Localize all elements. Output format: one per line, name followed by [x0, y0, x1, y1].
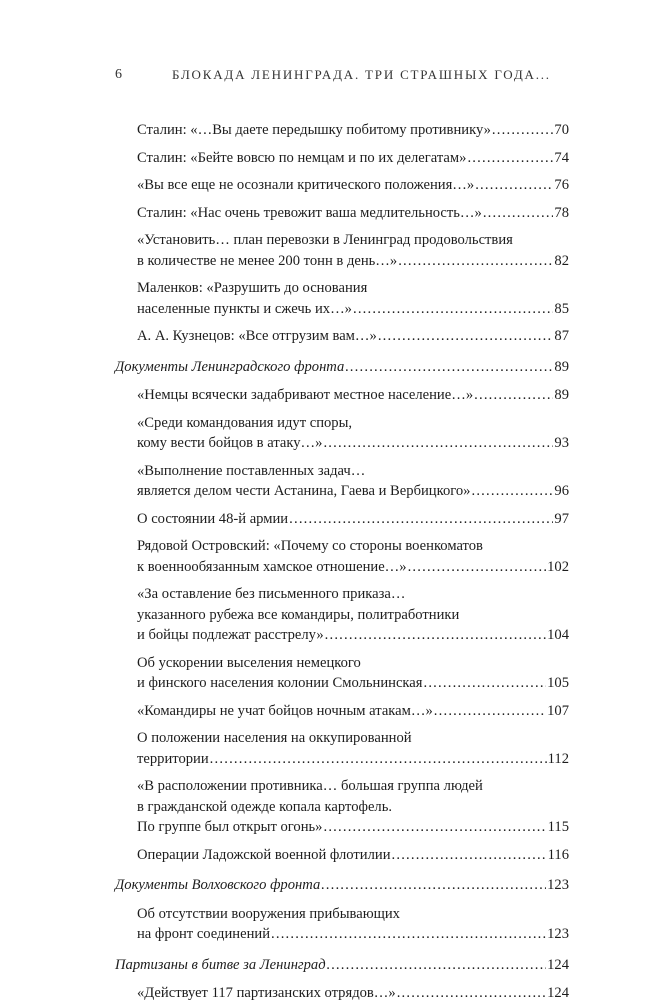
- toc-entry: [137, 278, 569, 319]
- toc-entry-text: «Командиры не учат бойцов ночным атакам…»: [137, 702, 433, 719]
- toc-entry: [137, 385, 569, 406]
- toc-line: [137, 326, 569, 347]
- toc-line: [137, 385, 569, 406]
- toc-page-number: 104: [547, 627, 569, 643]
- toc-line: [137, 120, 569, 141]
- toc-page-number: 96: [554, 483, 569, 499]
- toc-entry: [137, 536, 569, 577]
- toc-entry-text: Документы Волховского фронта: [115, 877, 321, 893]
- toc-entry-text: «Среди командования идут споры,: [137, 414, 353, 431]
- toc-line: [137, 413, 569, 434]
- toc-entry-text: «Выполнение поставленных задач…: [137, 462, 366, 479]
- toc-entry-text: «Немцы всячески задабривают местное население…»: [137, 387, 474, 403]
- dot-leader: [353, 299, 553, 320]
- toc-entry-text: По группе был открыт огонь»: [137, 819, 323, 835]
- toc-entry-text: населенные пункты и сжечь их…»: [137, 300, 352, 317]
- toc-line: [137, 536, 569, 557]
- toc-entry-text: Рядовой Островский: «Почему со стороны военкоматов: [137, 538, 483, 554]
- toc-entry-text: Об отсутствии вооружения прибывающих: [137, 905, 400, 922]
- toc-entry: [137, 175, 569, 196]
- dot-leader: [289, 509, 553, 530]
- toc-section: [115, 875, 569, 896]
- dot-leader: [378, 326, 554, 347]
- toc-entry-text: Маленков: «Разрушить до основания: [137, 280, 368, 296]
- toc-page-number: 105: [547, 675, 569, 691]
- toc-entry-text: указанного рубежа все командиры, политработники: [137, 606, 460, 623]
- toc-page-number: 102: [547, 558, 569, 575]
- toc-entry-text: в гражданской одежде копала картофель.: [137, 798, 393, 815]
- toc-entry: [137, 413, 569, 454]
- toc-line: [137, 251, 569, 272]
- toc-page-number: 82: [554, 252, 569, 269]
- toc-line: [137, 278, 569, 299]
- toc-entry: [137, 904, 569, 945]
- toc-page-number: 74: [554, 149, 569, 166]
- toc-line: [137, 701, 569, 722]
- running-title: БЛОКАДА ЛЕНИНГРАДА. ТРИ СТРАШНЫХ ГОДА...: [172, 67, 551, 82]
- dot-leader: [471, 481, 553, 502]
- toc-line: [137, 924, 569, 945]
- toc-line: [115, 357, 569, 378]
- toc-page-number: 107: [547, 702, 569, 719]
- toc-entry-text: Сталин: «Нас очень тревожит ваша медлительность…»: [137, 204, 482, 221]
- dot-leader: [345, 357, 553, 378]
- dot-leader: [321, 875, 546, 896]
- toc-page-number: 93: [554, 435, 569, 451]
- dot-leader: [467, 148, 553, 169]
- toc-line: [137, 749, 569, 770]
- toc-page-number: 115: [547, 819, 569, 835]
- toc-page-number: 112: [547, 750, 569, 767]
- toc-entry-text: Документы Ленинградского фронта: [115, 358, 345, 375]
- toc-line: [137, 175, 569, 196]
- toc-page-number: 123: [547, 877, 569, 893]
- toc-entry-text: «В расположении противника… большая группа людей: [137, 778, 483, 794]
- dot-leader: [271, 924, 546, 945]
- toc-page-number: 124: [547, 985, 569, 1001]
- dot-leader: [483, 203, 554, 224]
- dot-leader: [392, 845, 547, 866]
- toc-entry-text: кому вести бойцов в атаку…»: [137, 435, 323, 451]
- toc-line: [137, 605, 569, 626]
- toc-entry: [137, 845, 569, 866]
- toc-line: [137, 797, 569, 818]
- toc-entry-text: «Действует 117 партизанских отрядов…»: [137, 985, 396, 1001]
- toc-entry: [137, 230, 569, 271]
- toc-entry-text: «За оставление без письменного приказа…: [137, 586, 406, 602]
- page-number: 6: [115, 67, 122, 82]
- toc-section: [115, 357, 569, 378]
- toc-page-number: 116: [547, 846, 569, 863]
- toc-line: [137, 728, 569, 749]
- toc-entry: [137, 653, 569, 694]
- dot-leader: [434, 701, 546, 722]
- dot-leader: [492, 120, 553, 141]
- toc-line: [137, 845, 569, 866]
- toc-entry-text: О положении населения на оккупированной: [137, 730, 412, 746]
- toc-entry: [137, 584, 569, 646]
- dot-leader: [323, 817, 546, 838]
- toc-entry-text: Сталин: «…Вы даете передышку побитому противнику»: [137, 122, 491, 138]
- toc-page-number: 85: [554, 300, 569, 317]
- toc-entry: [137, 776, 569, 838]
- toc-entry-text: Операции Ладожской военной флотилии: [137, 846, 391, 863]
- toc-line: [137, 983, 569, 1004]
- toc-page-number: 78: [554, 204, 569, 221]
- toc-line: [137, 653, 569, 674]
- toc-line: [115, 875, 569, 896]
- toc-line: [137, 904, 569, 925]
- toc-line: [137, 481, 569, 502]
- toc-line: [137, 230, 569, 251]
- toc-line: [137, 625, 569, 646]
- toc-line: [137, 433, 569, 454]
- toc-entry-text: Об ускорении выселения немецкого: [137, 654, 361, 671]
- toc-entry-text: «Установить… план перевозки в Ленинград продовольствия: [137, 232, 513, 248]
- toc-entry: [137, 983, 569, 1004]
- toc-page-number: 70: [554, 122, 569, 138]
- toc-entry: [137, 509, 569, 530]
- toc-entry-text: О состоянии 48-й армии: [137, 510, 289, 527]
- toc-line: [137, 509, 569, 530]
- toc-line: [137, 203, 569, 224]
- toc-page-number: 87: [554, 328, 569, 344]
- toc-page-number: 123: [547, 926, 569, 942]
- toc-entry: [137, 203, 569, 224]
- toc-entry-text: Сталин: «Бейте вовсю по немцам и по их делегатам»: [137, 149, 467, 166]
- toc-page-number: 89: [554, 387, 569, 403]
- toc-entry-text: Партизаны в битве за Ленинград: [115, 956, 326, 973]
- toc-line: [137, 776, 569, 797]
- toc-entry-text: и бойцы подлежат расстрелу»: [137, 627, 324, 643]
- toc-line: [137, 148, 569, 169]
- dot-leader: [327, 955, 547, 976]
- toc-entry: [137, 701, 569, 722]
- toc-entry-text: А. А. Кузнецов: «Все отгрузим вам…»: [137, 328, 377, 344]
- toc-section: [115, 955, 569, 976]
- running-header: [0, 67, 660, 91]
- toc-page-number: 97: [554, 510, 569, 527]
- toc-entry: [137, 326, 569, 347]
- toc-entry-text: к военнообязанным хамское отношение…»: [137, 558, 407, 575]
- toc-line: [137, 584, 569, 605]
- dot-leader: [423, 673, 546, 694]
- toc-line: [137, 673, 569, 694]
- toc-entry-text: является делом чести Астанина, Гаева и Вербицкого»: [137, 483, 471, 499]
- toc-page-number: 89: [554, 358, 569, 375]
- toc-entry: [137, 120, 569, 141]
- toc-entry-text: «Вы все еще не осознали критического положения…»: [137, 177, 475, 193]
- dot-leader: [325, 625, 546, 646]
- toc-entry: [137, 728, 569, 769]
- table-of-contents: [0, 120, 660, 1004]
- dot-leader: [397, 983, 546, 1004]
- dot-leader: [474, 385, 553, 406]
- dot-leader: [323, 433, 553, 454]
- toc-line: [137, 299, 569, 320]
- toc-entry-text: и финского населения колонии Смольнинская: [137, 675, 423, 691]
- dot-leader: [210, 749, 547, 770]
- dot-leader: [398, 251, 553, 272]
- toc-entry-text: на фронт соединений: [137, 926, 271, 942]
- toc-entry-text: территории: [137, 750, 209, 767]
- toc-entry-text: в количестве не менее 200 тонн в день…»: [137, 252, 398, 269]
- toc-page-number: 76: [554, 177, 569, 193]
- toc-page-number: 124: [547, 956, 569, 973]
- toc-entry: [137, 148, 569, 169]
- dot-leader: [475, 175, 553, 196]
- toc-line: [137, 557, 569, 578]
- toc-entry: [137, 461, 569, 502]
- toc-line: [137, 461, 569, 482]
- dot-leader: [408, 557, 547, 578]
- toc-line: [115, 955, 569, 976]
- toc-line: [137, 817, 569, 838]
